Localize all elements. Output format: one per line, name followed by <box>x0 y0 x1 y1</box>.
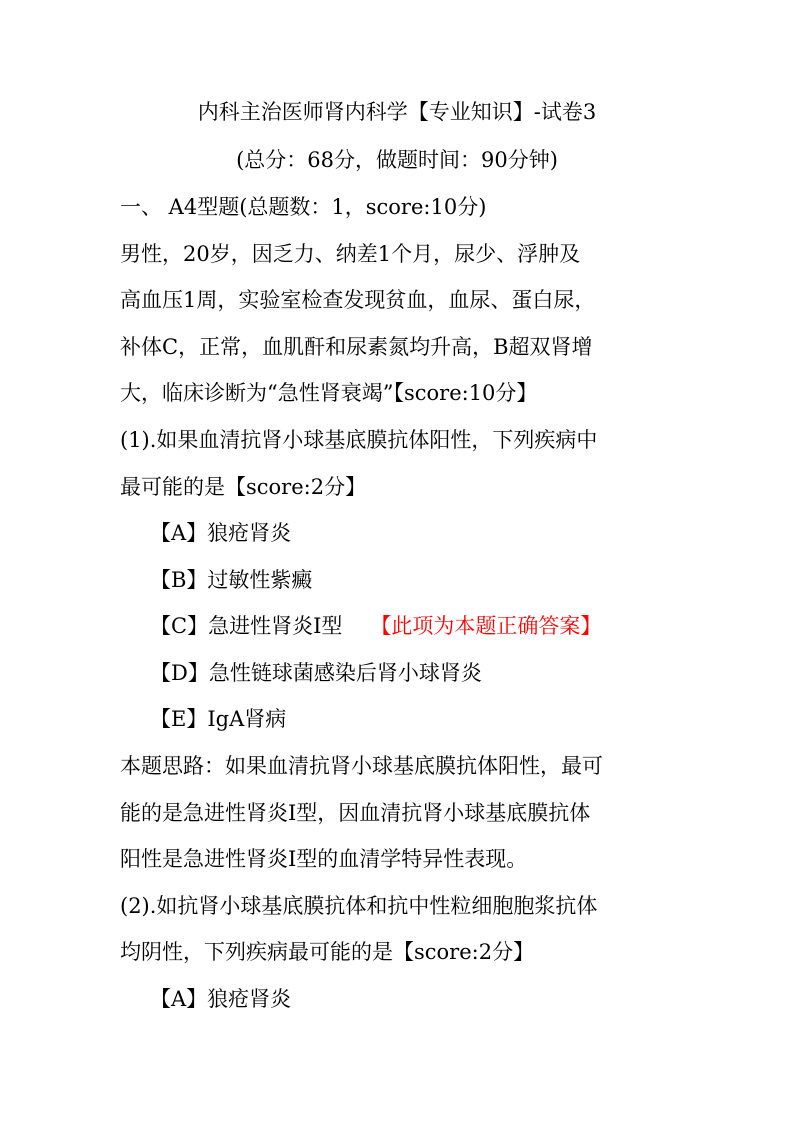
question-1-option-b: 【B】过敏性紫癜 <box>150 568 313 592</box>
case-stem-line: 补体C，正常，血肌酐和尿素氮均升高，B超双肾增 <box>120 335 593 359</box>
question-2-option-a: 【A】狼疮肾炎 <box>150 987 292 1011</box>
case-stem-line: 大，临床诊断为“急性肾衰竭”【score:10分】 <box>120 381 538 405</box>
correct-answer-marker: 【此项为本题正确答案】 <box>370 614 602 638</box>
page-title: 内科主治医师肾内科学【专业知识】-试卷3 <box>197 100 597 124</box>
case-stem-line: 男性，20岁，因乏力、纳差1个月，尿少、浮肿及 <box>120 242 581 266</box>
question-1-explanation-line: 能的是急进性肾炎Ⅰ型，因血清抗肾小球基底膜抗体 <box>120 801 591 825</box>
case-stem-line: 高血压1周，实验室检查发现贫血，血尿、蛋白尿， <box>120 288 596 312</box>
section-heading: 一、 A4型题(总题数：1，score:10分) <box>120 195 487 219</box>
question-1-option-c: 【C】急进性肾炎Ⅰ型 <box>150 614 343 638</box>
question-1-explanation-line: 本题思路：如果血清抗肾小球基底膜抗体阳性，最可 <box>120 754 603 778</box>
question-1-option-c-row <box>150 612 601 640</box>
question-1-option-a: 【A】狼疮肾炎 <box>150 521 292 545</box>
question-1-stem-line: 最可能的是【score:2分】 <box>120 475 367 499</box>
question-1-stem-line: (1).如果血清抗肾小球基底膜抗体阳性，下列疾病中 <box>120 428 598 452</box>
page-subtitle: (总分：68分，做题时间：90分钟) <box>236 148 558 172</box>
question-2-stem-line: (2).如抗肾小球基底膜抗体和抗中性粒细胞胞浆抗体 <box>120 894 598 918</box>
question-1-explanation-line: 阳性是急进性肾炎Ⅰ型的血清学特异性表现。 <box>120 847 528 871</box>
question-2-stem-line: 均阴性，下列疾病最可能的是【score:2分】 <box>120 940 535 964</box>
question-1-option-d: 【D】急性链球菌感染后肾小球肾炎 <box>150 661 482 685</box>
question-1-option-e: 【E】IgA肾病 <box>150 707 287 731</box>
